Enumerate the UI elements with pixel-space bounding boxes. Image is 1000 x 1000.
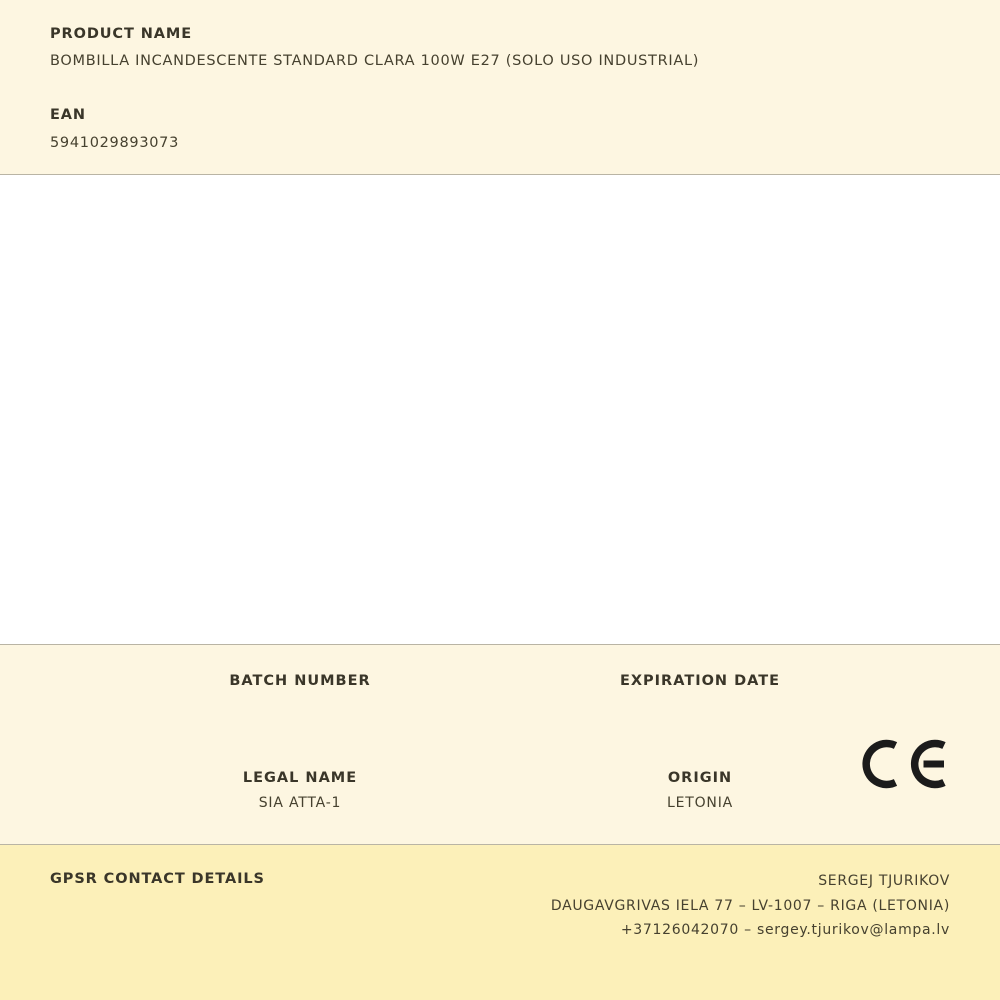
product-name-value: BOMBILLA INCANDESCENTE STANDARD CLARA 100W E27 (SOLO USO INDUSTRIAL) [50,53,700,70]
contact-address: DAUGAVGRIVAS IELA 77 – LV-1007 – RIGA (LETONIA) [550,897,950,914]
gpsr-contact-details [551,869,950,943]
product-name-group [50,26,950,71]
ce-mark-icon [862,733,948,795]
legal-name-value: SIA ATTA-1 [258,794,342,811]
legal-name-cell [100,770,500,812]
origin-cell [500,770,900,812]
gpsr-contact-label: GPSR CONTACT DETAILS [50,871,265,887]
origin-value: LETONIA [667,794,733,811]
contact-name: SERGEJ TJURIKOV [818,873,950,889]
origin-label: ORIGIN [667,770,733,787]
ean-value: 5941029893073 [50,134,180,151]
header-block [0,0,1000,175]
product-name-label: PRODUCT NAME [50,26,193,42]
blank-content-area [0,175,1000,645]
footer-block [0,845,1000,1000]
ean-group [50,107,950,152]
info-grid [100,673,900,812]
contact-phone-email: +37126042070 – sergey.tjurikov@lampa.lv [620,922,950,938]
expiration-date-cell [500,673,900,714]
info-block [0,645,1000,845]
batch-number-label: BATCH NUMBER [229,673,371,689]
expiration-date-value [500,696,900,714]
legal-name-label: LEGAL NAME [242,770,358,787]
expiration-date-label: EXPIRATION DATE [619,673,781,689]
batch-number-value [100,696,500,714]
batch-number-cell [100,673,500,714]
ean-label: EAN [50,107,86,124]
